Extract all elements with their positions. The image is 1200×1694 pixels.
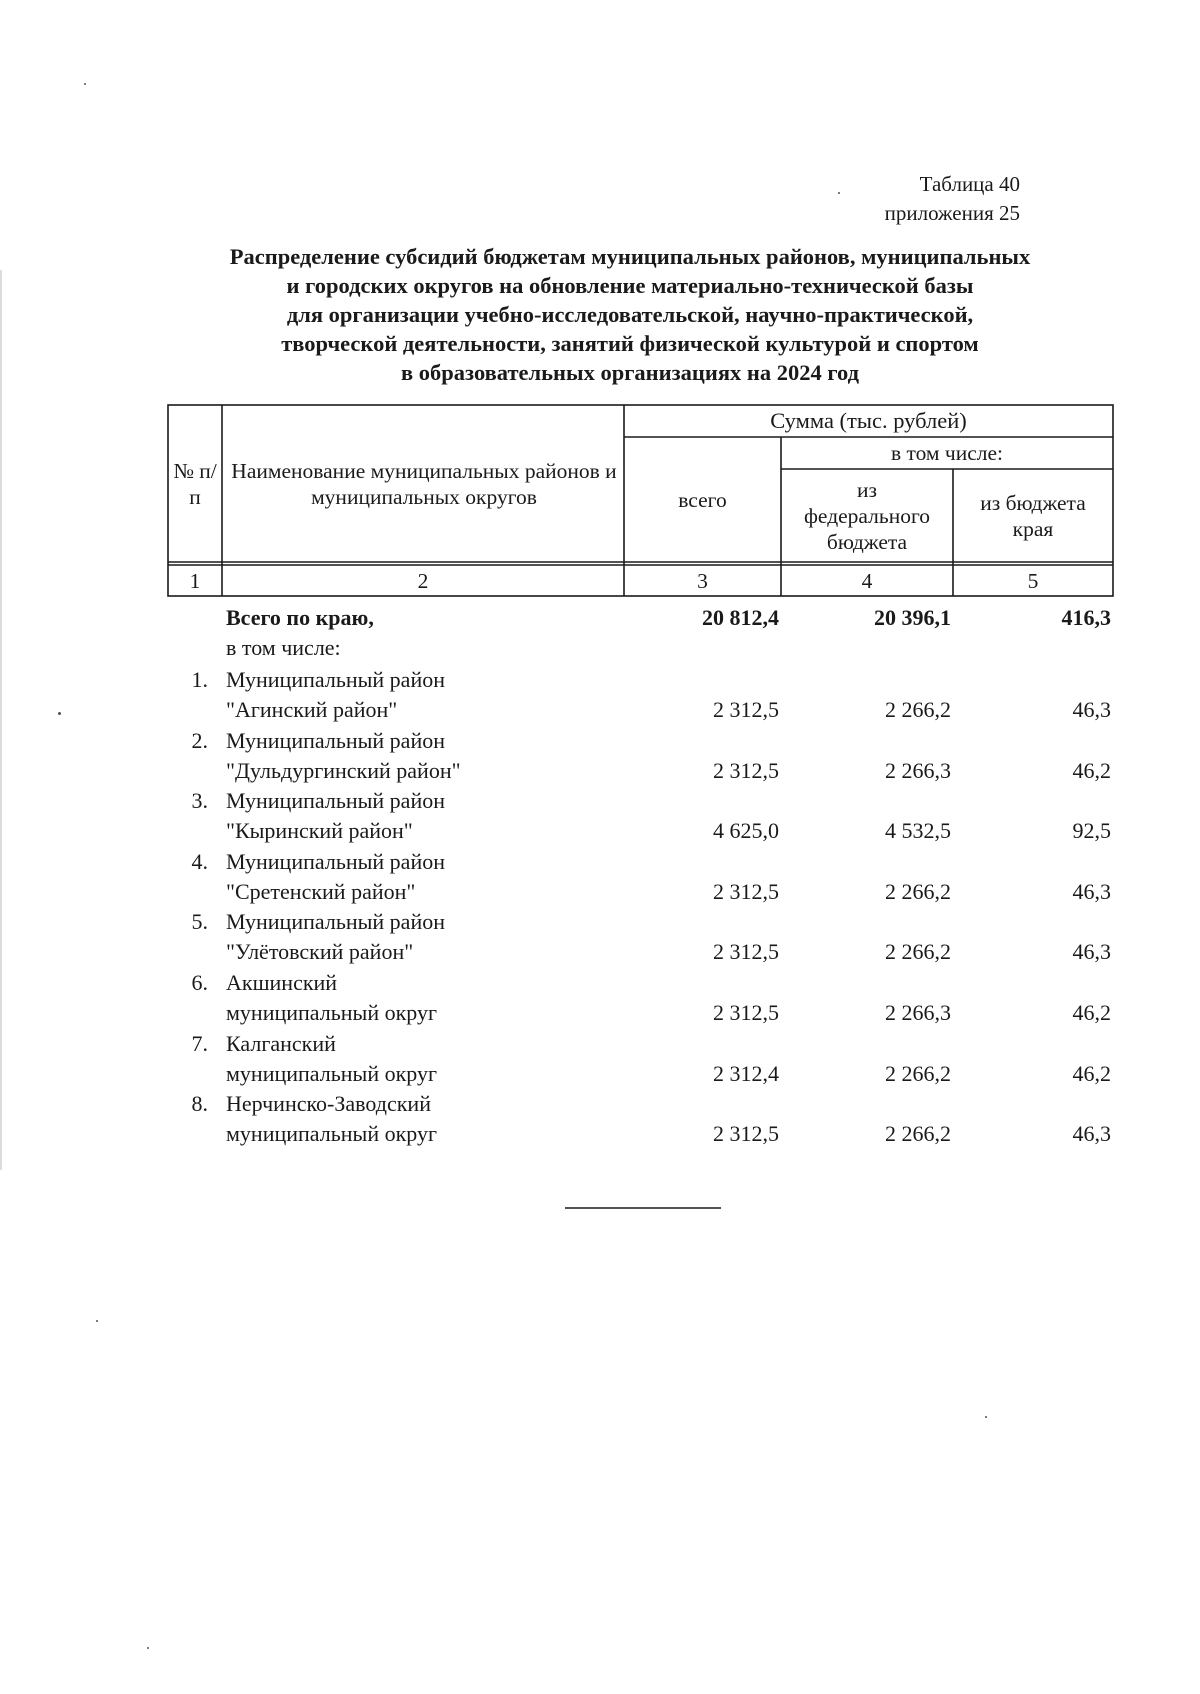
row-name-line2: "Кыринский район" bbox=[226, 818, 413, 843]
row-regional: 46,2 bbox=[1072, 758, 1111, 783]
row-name-line1: Нерчинско-Заводский bbox=[226, 1091, 431, 1116]
row-number: 8. bbox=[191, 1091, 208, 1116]
row-total: 2 312,5 bbox=[713, 879, 779, 904]
row-name-line1: Муниципальный район bbox=[226, 849, 445, 874]
row-total: 2 312,5 bbox=[713, 1121, 779, 1146]
title-line: для организации учебно-исследовательской, научно-практической, bbox=[286, 302, 974, 327]
row-federal: 2 266,2 bbox=[885, 1121, 951, 1146]
row-total: 4 625,0 bbox=[713, 818, 779, 843]
header-regional: из бюджета края bbox=[980, 490, 1086, 541]
row-name-line1: Акшинский bbox=[226, 970, 338, 995]
column-number: 5 bbox=[1027, 568, 1039, 593]
row-number: 3. bbox=[191, 788, 208, 813]
title-line: творческой деятельности, занятий физической культурой и спортом bbox=[281, 331, 979, 356]
header-federal: из федерального бюджета bbox=[804, 477, 930, 554]
header-name: Наименование муниципальных районов и муниципальных округов bbox=[231, 458, 617, 509]
row-name-line2: муниципальный округ bbox=[226, 1121, 438, 1146]
total-row-federal: 20 396,1 bbox=[874, 605, 951, 630]
row-federal: 2 266,3 bbox=[885, 758, 951, 783]
row-number: 6. bbox=[191, 970, 208, 995]
row-federal: 2 266,2 bbox=[885, 697, 951, 722]
document-title bbox=[140, 242, 1120, 387]
row-name-line1: Муниципальный район bbox=[226, 728, 445, 753]
row-name-line2: "Улётовский район" bbox=[226, 939, 414, 964]
table-number: Таблица 40 bbox=[919, 172, 1020, 196]
header-total: всего bbox=[678, 487, 727, 512]
row-name-line1: Муниципальный район bbox=[226, 667, 445, 692]
row-federal: 4 532,5 bbox=[885, 818, 951, 843]
row-federal: 2 266,3 bbox=[885, 1000, 951, 1025]
scan-edge bbox=[0, 270, 2, 1170]
row-name-line1: Калганский bbox=[226, 1031, 336, 1056]
row-number: 1. bbox=[191, 667, 208, 692]
row-number: 5. bbox=[191, 909, 208, 934]
scan-speck bbox=[147, 1647, 149, 1649]
title-line: и городских округов на обновление материально-технической базы bbox=[286, 273, 974, 298]
total-row-regional: 416,3 bbox=[1061, 605, 1111, 630]
row-total: 2 312,5 bbox=[713, 758, 779, 783]
column-number: 4 bbox=[861, 568, 873, 593]
scan-speck bbox=[838, 192, 840, 194]
total-row-label: Всего по краю, bbox=[226, 605, 374, 630]
row-regional: 92,5 bbox=[1072, 818, 1111, 843]
row-number: 4. bbox=[191, 849, 208, 874]
row-number: 7. bbox=[191, 1031, 208, 1056]
row-regional: 46,2 bbox=[1072, 1061, 1111, 1086]
row-name-line2: "Агинский район" bbox=[226, 697, 398, 722]
row-regional: 46,2 bbox=[1072, 1000, 1111, 1025]
including-label: в том числе: bbox=[226, 635, 341, 660]
header-including: в том числе: bbox=[890, 441, 1004, 465]
scan-speck bbox=[96, 1320, 98, 1322]
row-name-line2: муниципальный округ bbox=[226, 1061, 438, 1086]
row-total: 2 312,5 bbox=[713, 697, 779, 722]
row-number: 2. bbox=[191, 728, 208, 753]
title-line: Распределение субсидий бюджетам муниципальных районов, муниципальных bbox=[229, 244, 1031, 269]
row-regional: 46,3 bbox=[1072, 879, 1111, 904]
row-regional: 46,3 bbox=[1072, 697, 1111, 722]
column-number: 2 bbox=[417, 568, 429, 593]
total-row-sum: 20 812,4 bbox=[702, 605, 779, 630]
row-total: 2 312,5 bbox=[713, 1000, 779, 1025]
row-total: 2 312,4 bbox=[713, 1061, 779, 1086]
column-number: 1 bbox=[189, 568, 201, 593]
scan-speck bbox=[84, 83, 86, 85]
row-name-line1: Муниципальный район bbox=[226, 909, 445, 934]
row-federal: 2 266,2 bbox=[885, 879, 951, 904]
row-name-line2: "Сретенский район" bbox=[226, 879, 416, 904]
row-name-line1: Муниципальный район bbox=[226, 788, 445, 813]
row-regional: 46,3 bbox=[1072, 1121, 1111, 1146]
header-number: № п/п bbox=[173, 458, 217, 509]
appendix-number: приложения 25 bbox=[884, 201, 1020, 225]
scan-speck bbox=[985, 1416, 987, 1418]
row-federal: 2 266,2 bbox=[885, 939, 951, 964]
row-name-line2: "Дульдургинский район" bbox=[226, 758, 461, 783]
row-federal: 2 266,2 bbox=[885, 1061, 951, 1086]
column-number: 3 bbox=[697, 568, 708, 593]
row-name-line2: муниципальный округ bbox=[226, 1000, 438, 1025]
row-regional: 46,3 bbox=[1072, 939, 1111, 964]
row-total: 2 312,5 bbox=[713, 939, 779, 964]
scan-speck bbox=[58, 712, 61, 715]
header-sum: Сумма (тыс. рублей) bbox=[770, 408, 967, 433]
title-line: в образовательных организациях на 2024 год bbox=[401, 360, 859, 385]
